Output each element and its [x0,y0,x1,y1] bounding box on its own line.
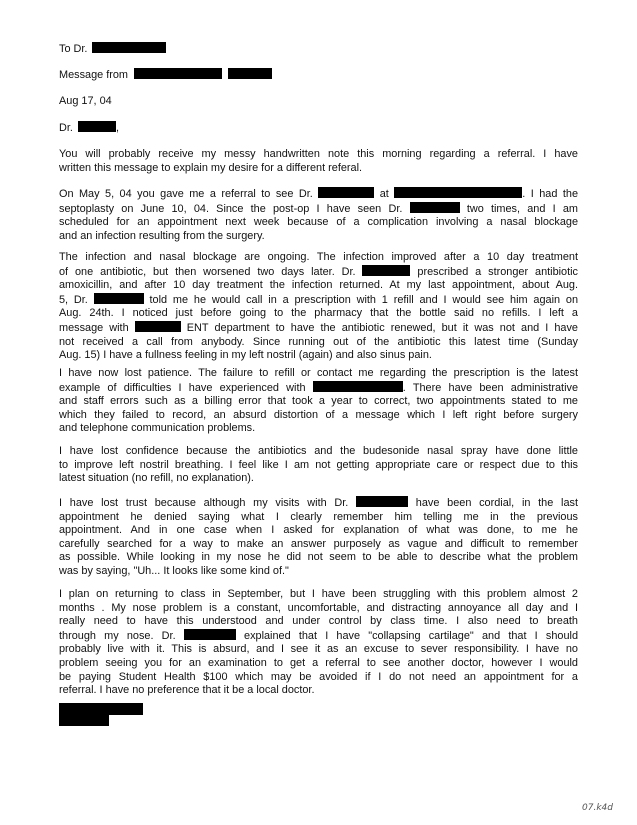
redacted-sender-last-name [228,68,272,79]
paragraph-line: written this message to explain my desire for a different referal. [59,161,363,174]
from-label: Message from [59,69,128,81]
paragraph-line: I have lost confidence because the antibiotics and the budesonide nasal spray have done little [59,445,578,457]
text-segment: message with [59,321,129,334]
paragraph-line: was by saying, "Uh... It looks like some kind of." [59,564,289,577]
paragraph-line [59,265,578,280]
paragraph-line: and an infection resulting from the surgery. [59,229,265,242]
paragraph-3 [59,251,578,363]
from-line [59,68,272,83]
text-segment: On May 5, 04 you gave me a referral to see Dr. [59,188,313,200]
text-segment: example of difficulties I have experienced with [59,381,306,394]
text-segment: I have lost trust because although my visits with Dr. [59,497,349,509]
paragraph-line: referral. I have no preference that it be a local doctor. [59,684,315,697]
paragraph-line [59,321,578,336]
redacted-clinic-name [394,187,522,198]
redacted-doctor-name [92,42,166,53]
text-segment: have been cordial, in the last [415,497,578,509]
paragraph-line [59,202,578,217]
paragraph-line: months . My nose problem is a constant, uncomfortable, and distracting annoyance all day and I [59,601,578,614]
text-segment: two times, and I am [466,202,578,215]
paragraph-line: I have now lost patience. The failure to refill or contact me regarding the prescription is the latest [59,367,578,379]
paragraph-line: Aug. 24th. I noticed just before going to the pharmacy that the bottle said no refills. I left a [59,307,578,320]
paragraph-line [59,381,578,396]
paragraph-line [59,187,578,202]
paragraph-4 [59,367,578,436]
paragraph-line: problem seeing you for an examination to get a referral to see another doctor, however I would [59,656,578,669]
to-line [59,42,166,57]
paragraph-7 [59,588,578,698]
paragraph-line: as possible. While looking in my nose he did not seem to be able to describe what the problem [59,551,578,564]
salutation-suffix: , [115,122,119,134]
paragraph-line: carefully searched for a way to make an answer purposely as vague and difficult to remember [59,537,578,550]
text-segment: through my nose. Dr. [59,629,176,642]
text-segment: . There have been administrative [402,381,578,394]
paragraph-1 [59,148,578,175]
redacted-specialist-name [410,202,460,213]
paragraph-line: amoxicillin, and after 10 day treatment the infection returned. At my last appointment, about Aug. [59,279,578,292]
text-segment: at [379,188,389,200]
redacted-clinic-name [135,321,181,332]
paragraph-line: You will probably receive my messy handwritten note this morning regarding a referral. I have [59,148,578,160]
paragraph-line [59,496,578,511]
paragraph-line [59,293,578,308]
paragraph-line: which they failed to record, an absurd distortion of a message which I left right before surgery [59,408,578,421]
salutation-line [59,121,119,136]
redacted-specialist-name [362,265,410,276]
redacted-clinic-name [313,381,403,392]
text-segment: 5, Dr. [59,293,88,306]
redacted-specialist-name [356,496,408,507]
paragraph-line: scheduled for an appointment next week because of a complication involving a nasal blockage [59,216,578,229]
paragraph-line: latest situation (no refill, no explanation). [59,472,254,485]
salutation-prefix: Dr. [59,122,73,134]
redacted-sender-first-name [134,68,222,79]
paragraph-2 [59,187,578,243]
text-segment: told me he would call in a prescription with 1 refill and I would see him again on [149,293,579,306]
paragraph-6 [59,496,578,579]
page-stamp: 07.k4d [582,803,613,813]
redacted-specialist-name [318,187,374,198]
text-segment: of one antibiotic, but then worsened two days later. Dr. [59,265,356,278]
paragraph-line: I plan on returning to class in September, but I have been struggling with this problem almost 2 [59,588,578,600]
paragraph-line: and staff errors such as a billing error that took a year to correct, two appointments stated to me [59,395,578,408]
paragraph-5 [59,445,578,486]
redacted-specialist-name [184,629,236,640]
paragraph-line: and telephone communication problems. [59,422,256,435]
paragraph-line: be paying Student Health $100 which may be avoided if I do not need an appointment for a [59,670,578,683]
paragraph-line: to improve left nostril breathing. I feel like I am not getting appropriate care or respect due to this [59,458,578,471]
date-line: Aug 17, 04 [59,95,112,107]
paragraph-line: not received a call from anybody. Since running out of the antibiotic this latest time (Sunday [59,335,578,348]
paragraph-line: Aug. 15) I have a fullness feeling in my left nostril (again) and also sinus pain. [59,349,432,362]
paragraph-line [59,629,578,644]
text-segment: ENT department to have the antibiotic renewed, but it was not and I have [186,321,578,334]
redacted-salutation-name [78,121,116,132]
paragraph-line: appointment. And in one case when I asked for explanation of what was done, to me he [59,524,578,537]
text-segment: prescribed a stronger antibiotic [417,265,578,278]
to-label: To Dr. [59,43,88,55]
redacted-specialist-name [94,293,144,304]
redacted-signature-line-2 [59,714,109,726]
paragraph-line: appointment he denied saying what I clearly remember him telling me in the previous [59,510,578,523]
paragraph-line: really need to have this understood and under control by class time. I also need to breath [59,615,578,628]
text-segment: septoplasty on June 10, 04. Since the post-op I have seen Dr. [59,202,403,215]
paragraph-line: The infection and nasal blockage are ongoing. The infection improved after a 10 day treatment [59,251,578,263]
text-segment: explained that I have "collapsing cartilage" and that I should [244,629,579,642]
text-segment: . I had the [522,188,579,200]
paragraph-line: probably live with it. This is absurd, and I see it as an excuse to sever responsibility. I have no [59,643,578,656]
